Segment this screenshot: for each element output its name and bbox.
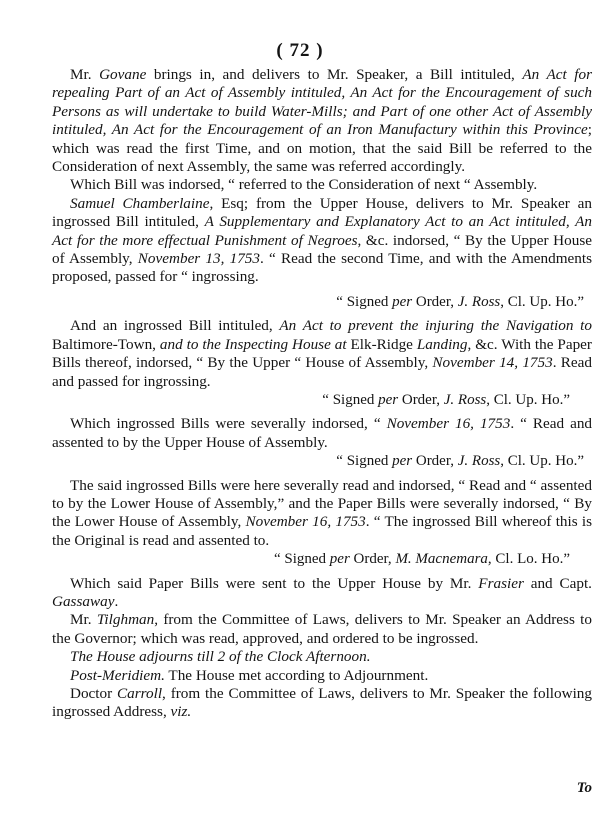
person-name: Tilghman xyxy=(96,611,155,629)
text-run: . “ Read the second Time, and with the Amendments proposed, passed for “ ingrossing. xyxy=(52,250,593,286)
text-run: , Cl. Lo. Ho.” xyxy=(487,551,570,568)
text-run: brings in, and delivers to Mr. Speaker, a Bill intituled, xyxy=(146,66,523,83)
paragraph-house-adjourns xyxy=(52,648,592,666)
text-run: , Cl. Up. Ho.” xyxy=(500,293,584,310)
page-number: ( 72 ) xyxy=(276,40,324,61)
text-run: per xyxy=(378,391,399,408)
text-run: , Cl. Up. Ho.” xyxy=(500,453,584,470)
text-run: Doctor xyxy=(70,685,118,702)
person-name: Samuel Chamberlaine xyxy=(70,194,210,212)
clerk-name: J. Ross xyxy=(457,453,501,470)
text-run: “ Signed xyxy=(336,293,393,310)
journal-text xyxy=(52,66,592,722)
paragraph-chamberlaine-bill xyxy=(52,195,592,287)
text-run: . “ The ingrossed Bill whereof this is the Original is read and assented to. xyxy=(52,513,593,549)
text-run: , &c. With the Paper Bills thereof, indorsed, “ By the Upper “ House of Assembly, xyxy=(52,335,592,372)
date: November 13, 1753 xyxy=(137,250,260,268)
text-run: per xyxy=(392,453,413,470)
text-run: Order, xyxy=(349,551,396,568)
signature-line-2 xyxy=(52,391,592,409)
adjournment-text: The House adjourns till 2 of the Clock Afternoon. xyxy=(70,648,371,666)
date: November 16, 1753 xyxy=(386,415,511,433)
text-run: . xyxy=(114,592,119,610)
paragraph-paper-bills-sent xyxy=(52,575,592,612)
clerk-name: J. Ross xyxy=(443,391,487,408)
date: November 14, 1753 xyxy=(432,354,553,372)
text-run: ; which was read the first Time, and on motion, that the said Bill be referred to the Consideration of next Assembly, the same was referred accordingly. xyxy=(52,121,592,176)
person-name: Carroll xyxy=(117,685,163,702)
text-run: , Cl. Up. Ho.” xyxy=(486,391,570,408)
text-run: “ Signed xyxy=(336,453,393,470)
session-label: Post-Meridiem. xyxy=(70,666,165,684)
text-run: “ Signed xyxy=(322,391,379,408)
signature-line-1 xyxy=(52,293,592,311)
place-name: Landing xyxy=(416,335,468,353)
text-run: The House met according to Adjournment. xyxy=(164,666,429,684)
person-name: Gassaway xyxy=(52,592,115,610)
text-run: viz. xyxy=(170,703,192,721)
text-run: Which said Paper Bills were sent to the Upper House by Mr. xyxy=(70,574,479,592)
text-run: , from the Committee of Laws, delivers to Mr. Speaker the following ingrossed Address, xyxy=(52,685,592,721)
paragraph-lower-house-read xyxy=(52,477,592,551)
person-name: Govane xyxy=(99,66,147,83)
text-run: Which ingrossed Bills were severally indorsed, “ xyxy=(70,415,387,433)
text-run: The said ingrossed Bills were here severally read and indorsed, “ Read and “ assented to by the Lower House of Assembly,” and the Paper Bills were severally indorsed, “ By the Lower House of Assembly, xyxy=(52,476,592,531)
paragraph-navigation-bill xyxy=(52,317,592,391)
paragraph-indorsed-referred: Which Bill was indorsed, “ referred to the Consideration of next “ Assembly. xyxy=(70,176,538,194)
paragraph-carroll-address xyxy=(52,685,592,722)
signature-line-4 xyxy=(52,550,592,568)
paragraph-tilghman-address xyxy=(52,611,592,648)
paragraph-severally-indorsed xyxy=(52,415,592,452)
clerk-name: J. Ross xyxy=(457,293,501,310)
catchword: To xyxy=(576,780,592,796)
text-run: , Esq; from the Upper House, delivers to Mr. Speaker an ingrossed Bill intituled, xyxy=(52,194,592,231)
text-run: per xyxy=(329,551,350,568)
text-run: , &c. indorsed, “ By the Upper House of Assembly, xyxy=(52,231,592,268)
place-name: Elk-Ridge xyxy=(346,335,417,353)
text-run: Order, xyxy=(412,293,458,310)
text-run: Mr. xyxy=(70,611,97,629)
signature-line-3 xyxy=(52,452,592,470)
act-title: An Act to prevent the injuring the Navigation to xyxy=(279,317,592,335)
text-run: , from the Committee of Laws, delivers to Mr. Speaker an Address to the Governor; which was read, approved, and ordered to be ingrossed. xyxy=(52,611,592,647)
text-run: And an ingrossed Bill intituled, xyxy=(70,317,280,335)
text-run: . “ Read and assented to by the Upper House of Assembly. xyxy=(52,415,593,451)
text-run: . Read and passed for ingrossing. xyxy=(52,354,592,390)
date: November 16, 1753 xyxy=(245,513,366,531)
text-run: per xyxy=(392,293,413,310)
paragraph-post-meridiem xyxy=(52,667,592,685)
text-run: Mr. xyxy=(70,66,100,83)
person-name: Frasier xyxy=(478,574,524,592)
text-run: and Capt. xyxy=(523,574,592,592)
act-title: An Act for repealing Part of an Act of Assembly intituled, An Act for the Encouragement of such Persons as will undertake to build Water-Mills; and Part of one other Act of Assembly intituled, An Act for the Encouragement of an Iron Manufactury within this Province xyxy=(52,66,593,139)
clerk-name: M. Macnemara xyxy=(395,551,488,568)
text-run: “ Signed xyxy=(273,551,330,568)
text-run: Order, xyxy=(412,453,458,470)
act-title: and to the Inspecting House at xyxy=(159,335,347,353)
act-title: A Supplementary and Explanatory Act to an Act intituled, An Act for the more effectual Punishment of Negroes xyxy=(52,213,593,249)
text-run: Order, xyxy=(398,391,444,408)
place-name: Baltimore-Town, xyxy=(52,335,160,353)
paragraph-govane-bill xyxy=(52,66,592,176)
